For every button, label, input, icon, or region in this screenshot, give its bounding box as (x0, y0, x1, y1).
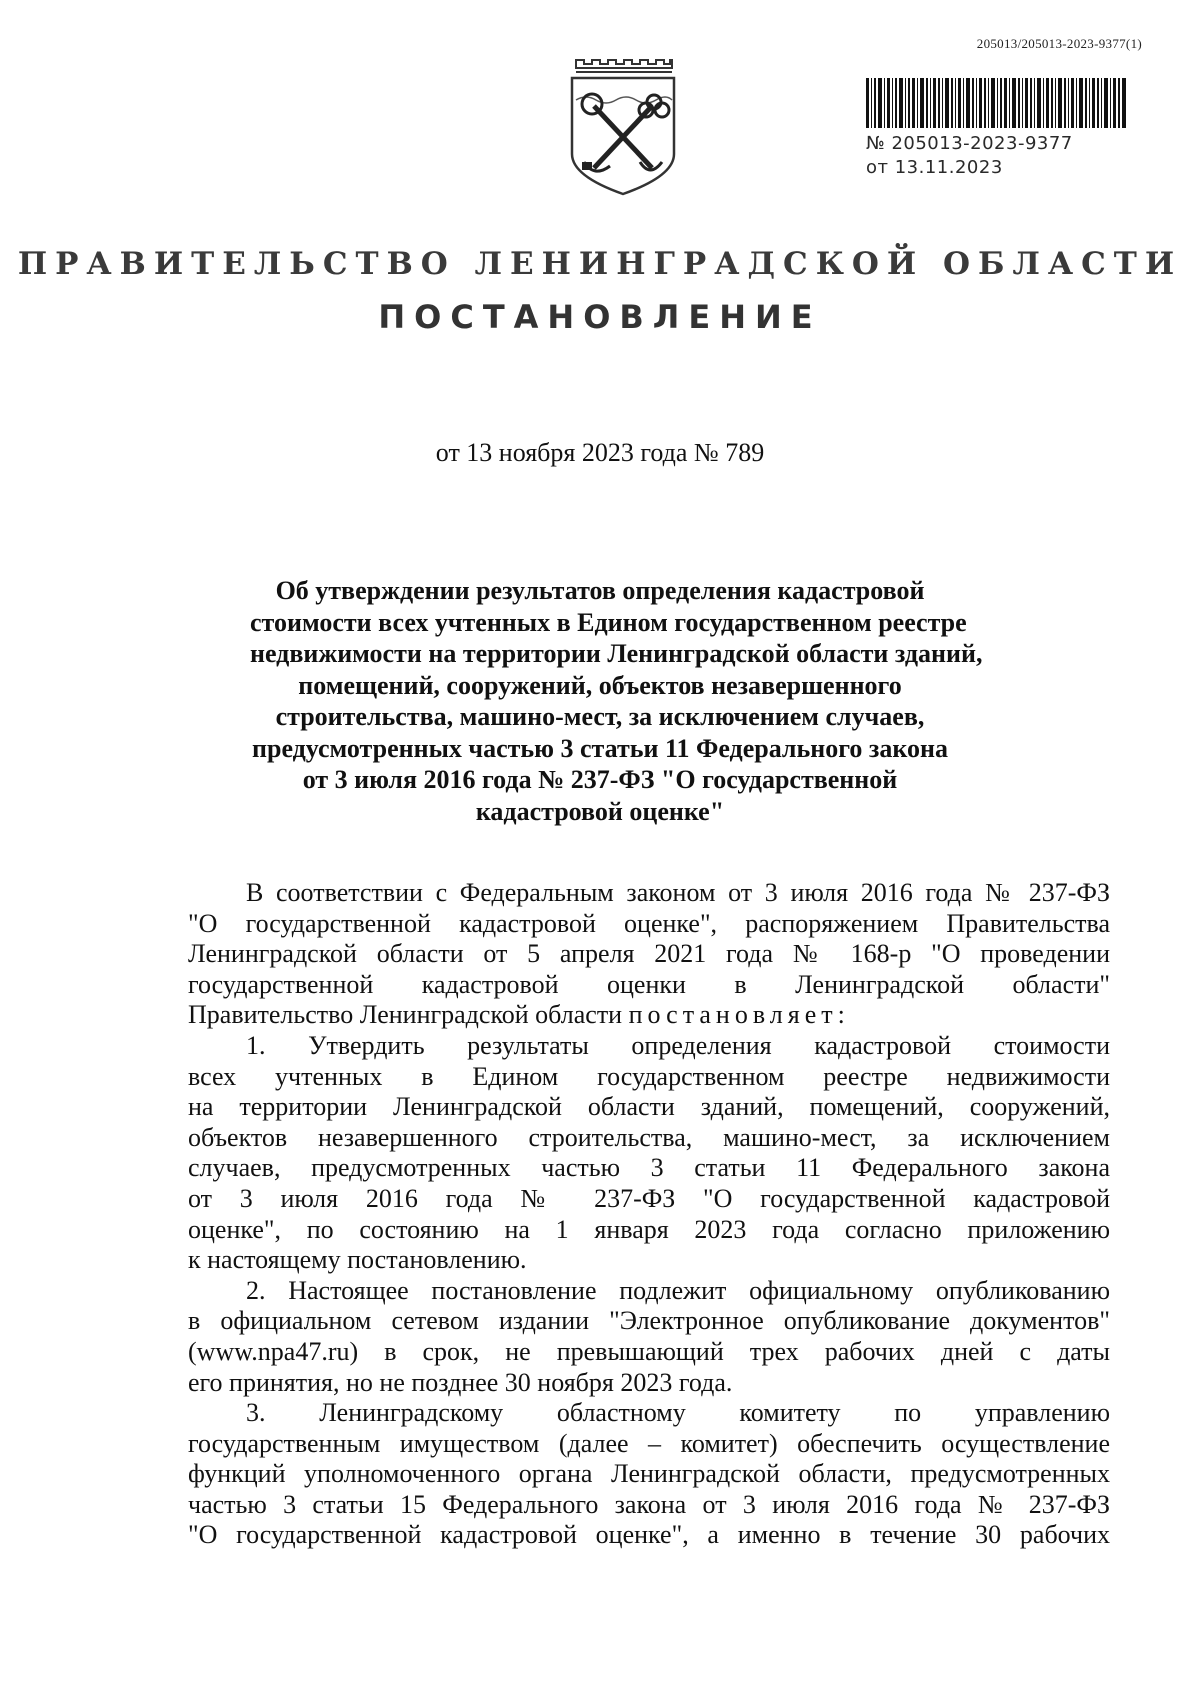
body-line: объектов незавершенного строительства, машино-мест, за исключением (188, 1122, 1110, 1152)
document-title (250, 575, 983, 827)
body-line: от 3 июля 2016 года № 237-ФЗ "О государственной кадастровой (188, 1183, 1110, 1213)
body-line: 2. Настоящее постановление подлежит официальному опубликованию (246, 1275, 1110, 1305)
registration-date: от 13.11.2023 (866, 157, 1003, 178)
registration-number: № 205013-2023-9377 (866, 133, 1073, 154)
barcode-icon (866, 78, 1126, 128)
body-line: государственным имуществом (далее – комитет) обеспечить осуществление (188, 1428, 1110, 1458)
body-line: оценке", по состоянию на 1 января 2023 года согласно приложению (188, 1214, 1110, 1244)
registration-stamp (866, 78, 1136, 180)
title-line: Об утверждении результатов определения кадастровой (275, 576, 925, 605)
body-line: "О государственной кадастровой оценке", а именно в течение 30 рабочих (188, 1520, 1110, 1550)
document-type: ПОСТАНОВЛЕНИЕ (378, 298, 822, 336)
item-2-paragraph (188, 1276, 1110, 1398)
title-line: стоимости всех учтенных в Едином государственном реестре (250, 607, 967, 637)
body-line: случаев, предусмотренных частью 3 статьи 11 Федерального закона (188, 1153, 1110, 1183)
body-line: 1. Утвердить результаты определения кадастровой стоимости (246, 1030, 1110, 1060)
body-line: на территории Ленинградской области зданий, помещений, сооружений, (188, 1092, 1110, 1122)
body-line: В соответствии с Федеральным законом от 3 июля 2016 года № 237-ФЗ (246, 878, 1110, 907)
body-line: Ленинградской области от 5 апреля 2021 года № 168-р "О проведении (188, 939, 1110, 969)
document-code: 205013/205013-2023-9377(1) (976, 36, 1142, 51)
body-line (188, 1000, 1110, 1031)
body-line: частью 3 статьи 15 Федерального закона от 3 июля 2016 года № 237-ФЗ (188, 1489, 1110, 1519)
body-line: к настоящему постановлению. (188, 1245, 527, 1275)
body-line: в официальном сетевом издании "Электронное опубликование документов" (188, 1306, 1110, 1336)
body-line: государственной кадастровой оценки в Ленинградской области" (188, 969, 1110, 999)
title-line: кадастровой оценке" (475, 796, 725, 826)
item-3-paragraph (188, 1398, 1110, 1551)
body-line: функций уполномоченного органа Ленинградской области, предусмотренных (188, 1459, 1110, 1489)
title-line: предусмотренных частью 3 статьи 11 Федерального закона (252, 733, 948, 763)
item-1-paragraph (188, 1031, 1110, 1276)
title-line: помещений, сооружений, объектов незавершенного (298, 670, 902, 700)
title-line: строительства, машино-мест, за исключением случаев, (275, 702, 925, 731)
body-line: всех учтенных в Едином государственном реестре недвижимости (188, 1061, 1110, 1091)
preamble-authority: Правительство Ленинградской области (188, 1000, 623, 1030)
body-line: его принятия, но не позднее 30 ноября 2023 года. (188, 1367, 733, 1397)
preamble-paragraph (188, 878, 1110, 1031)
document-date-number: от 13 ноября 2023 года № 789 (435, 438, 765, 467)
document-body (188, 878, 1110, 1551)
body-line: 3. Ленинградскому областному комитету по управлению (246, 1398, 1110, 1428)
title-line: от 3 июля 2016 года № 237-ФЗ "О государственной (302, 765, 898, 794)
issuing-authority: ПРАВИТЕЛЬСТВО ЛЕНИНГРАДСКОЙ ОБЛАСТИ (17, 246, 1183, 282)
coat-of-arms-icon (562, 58, 684, 198)
body-line: "О государственной кадастровой оценке", распоряжением Правительства (188, 908, 1110, 938)
resolves-word: постановляет: (628, 1000, 850, 1030)
title-line: недвижимости на территории Ленинградской области зданий, (250, 639, 983, 668)
body-line: (www.npa47.ru) в срок, не превышающий трех рабочих дней с даты (188, 1336, 1110, 1366)
